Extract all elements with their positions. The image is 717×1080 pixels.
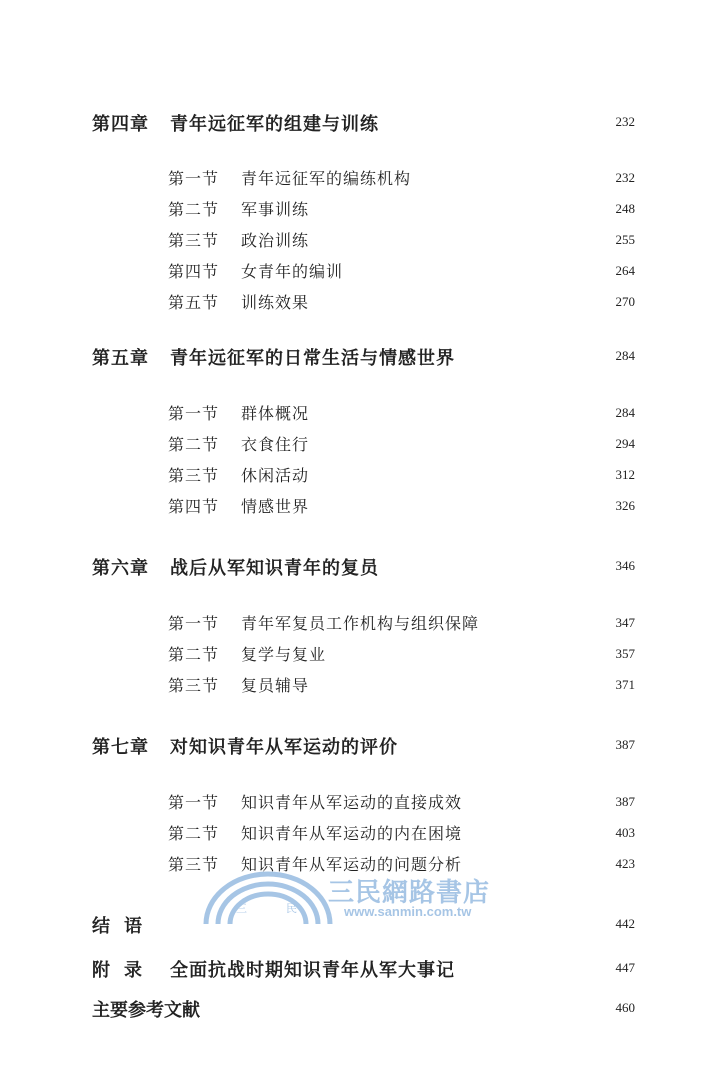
section-label: 第三节 bbox=[168, 466, 220, 485]
toc-chapter-6[interactable] bbox=[0, 554, 717, 584]
section-title: 知识青年从军运动的直接成效 bbox=[241, 793, 463, 812]
toc-section[interactable] bbox=[0, 673, 717, 703]
page-number: 357 bbox=[615, 646, 635, 661]
section-label: 第三节 bbox=[168, 676, 220, 695]
section-title: 知识青年从军运动的问题分析 bbox=[241, 855, 463, 874]
section-title: 知识青年从军运动的内在困境 bbox=[241, 824, 463, 843]
toc-section[interactable] bbox=[0, 197, 717, 227]
toc-section[interactable] bbox=[0, 401, 717, 431]
section-label: 第三节 bbox=[168, 855, 220, 874]
section-title: 训练效果 bbox=[241, 293, 310, 312]
section-label: 第三节 bbox=[168, 231, 220, 250]
page-number: 347 bbox=[615, 615, 635, 630]
chapter-label: 第五章 bbox=[92, 348, 149, 369]
section-title: 青年军复员工作机构与组织保障 bbox=[241, 614, 480, 633]
logo-char-2: 民 bbox=[286, 902, 297, 915]
section-title: 衣食住行 bbox=[241, 435, 310, 454]
section-label: 第四节 bbox=[168, 262, 220, 281]
section-title: 军事训练 bbox=[241, 200, 310, 219]
section-label: 第二节 bbox=[168, 435, 220, 454]
page-number: 460 bbox=[615, 1000, 635, 1015]
section-label: 第二节 bbox=[168, 200, 220, 219]
page-number: 442 bbox=[615, 916, 635, 931]
toc-chapter-4[interactable] bbox=[0, 110, 717, 140]
page-number: 387 bbox=[615, 737, 635, 752]
page-number: 248 bbox=[615, 201, 635, 216]
toc-section[interactable] bbox=[0, 821, 717, 851]
toc-section[interactable] bbox=[0, 463, 717, 493]
chapter-label: 第六章 bbox=[92, 558, 149, 579]
toc-references[interactable] bbox=[0, 996, 717, 1026]
section-label: 第一节 bbox=[168, 169, 220, 188]
page-number: 387 bbox=[615, 794, 635, 809]
toc-section[interactable] bbox=[0, 611, 717, 641]
section-title: 政治训练 bbox=[241, 231, 310, 250]
toc-section[interactable] bbox=[0, 852, 717, 882]
section-title: 群体概况 bbox=[241, 404, 310, 423]
chapter-title: 战后从军知识青年的复员 bbox=[170, 558, 379, 579]
section-label: 第二节 bbox=[168, 824, 220, 843]
page-number: 232 bbox=[615, 170, 635, 185]
section-title: 复员辅导 bbox=[241, 676, 310, 695]
chapter-title: 青年远征军的日常生活与情感世界 bbox=[170, 348, 455, 369]
watermark-url: www.sanmin.com.tw bbox=[344, 904, 472, 919]
section-label: 第五节 bbox=[168, 293, 220, 312]
page-number: 270 bbox=[615, 294, 635, 309]
toc-section[interactable] bbox=[0, 790, 717, 820]
page-number: 294 bbox=[615, 436, 635, 451]
toc-chapter-5[interactable] bbox=[0, 344, 717, 374]
page-number: 403 bbox=[615, 825, 635, 840]
toc-section[interactable] bbox=[0, 494, 717, 524]
page-number: 284 bbox=[615, 348, 635, 363]
toc-section[interactable] bbox=[0, 228, 717, 258]
references-label: 主要参考文献 bbox=[92, 1000, 200, 1021]
page-number: 423 bbox=[615, 856, 635, 871]
section-title: 复学与复业 bbox=[241, 645, 327, 664]
page-number: 232 bbox=[615, 114, 635, 129]
chapter-title: 对知识青年从军运动的评价 bbox=[170, 737, 398, 758]
section-label: 第四节 bbox=[168, 497, 220, 516]
section-label: 第一节 bbox=[168, 404, 220, 423]
toc-section[interactable] bbox=[0, 432, 717, 462]
chapter-label: 第四章 bbox=[92, 114, 149, 135]
toc-section[interactable] bbox=[0, 290, 717, 320]
section-label: 第二节 bbox=[168, 645, 220, 664]
page-number: 371 bbox=[615, 677, 635, 692]
section-title: 休闲活动 bbox=[241, 466, 310, 485]
section-title: 女青年的编训 bbox=[241, 262, 344, 281]
section-label: 第一节 bbox=[168, 793, 220, 812]
toc-section[interactable] bbox=[0, 642, 717, 672]
page-number: 255 bbox=[615, 232, 635, 247]
toc-section[interactable] bbox=[0, 259, 717, 289]
section-title: 青年远征军的编练机构 bbox=[241, 169, 412, 188]
appendix-title: 全面抗战时期知识青年从军大事记 bbox=[170, 960, 455, 981]
chapter-label: 第七章 bbox=[92, 737, 149, 758]
page-number: 312 bbox=[615, 467, 635, 482]
toc-conclusion[interactable] bbox=[0, 912, 717, 942]
page-number: 264 bbox=[615, 263, 635, 278]
page-number: 284 bbox=[615, 405, 635, 420]
section-title: 情感世界 bbox=[241, 497, 310, 516]
toc-appendix[interactable] bbox=[0, 956, 717, 986]
section-label: 第一节 bbox=[168, 614, 220, 633]
watermark-name: 三民網路書店 bbox=[328, 878, 491, 908]
page-number: 346 bbox=[615, 558, 635, 573]
appendix-label: 附录 bbox=[92, 960, 156, 981]
page-number: 447 bbox=[615, 960, 635, 975]
page-number: 326 bbox=[615, 498, 635, 513]
chapter-title: 青年远征军的组建与训练 bbox=[170, 114, 379, 135]
toc-chapter-7[interactable] bbox=[0, 733, 717, 763]
conclusion-label: 结语 bbox=[92, 916, 156, 937]
toc-section[interactable] bbox=[0, 166, 717, 196]
logo-char-1: 三 bbox=[236, 902, 247, 915]
